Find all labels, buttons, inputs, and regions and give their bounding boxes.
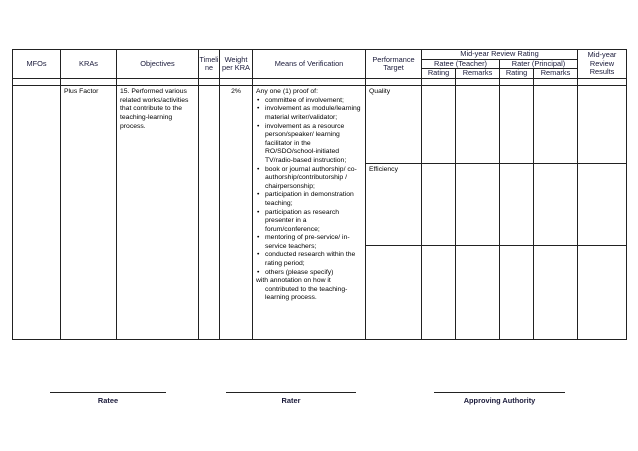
- header-means-of-verification: Means of Verification: [253, 50, 366, 79]
- ipcrf-table: [12, 49, 627, 340]
- mfo-cell: [13, 86, 61, 340]
- header-mfos: MFOs: [13, 50, 61, 79]
- rater-rating-cell: [500, 164, 534, 246]
- rater-rating-cell: [500, 86, 534, 164]
- header-weight: Weight per KRA: [220, 50, 253, 79]
- means-item: • book or journal authorship/ co-authorship/contributorship / chairpersonship;: [256, 166, 362, 192]
- performance-target-quality: Quality: [366, 86, 422, 164]
- header-objectives: Objectives: [117, 50, 199, 79]
- ratee-rating-cell: [422, 164, 456, 246]
- header-timeline: Timeline: [199, 50, 220, 79]
- means-outro-continued: contributed to the teaching-learning process.: [265, 285, 348, 302]
- means-item: • committee of involvement;: [256, 97, 362, 106]
- means-intro: Any one (1) proof of:: [256, 88, 318, 96]
- rater-remarks-cell: [534, 86, 578, 164]
- objective-cell: 15. Performed various related works/activities that contribute to the teaching-learning process.: [117, 86, 199, 340]
- header-rater-principal: Rater (Principal): [500, 59, 578, 69]
- means-list: [256, 97, 362, 277]
- header-rater-rating: Rating: [500, 69, 534, 79]
- rater-signature-line: [226, 392, 356, 393]
- header-ratee-teacher: Ratee (Teacher): [422, 59, 500, 69]
- midyear-results-cell: [578, 164, 627, 246]
- means-item: • participation as research presenter in a forum/conference;: [256, 209, 362, 235]
- means-outro: with annotation on how it: [256, 277, 331, 285]
- ratee-rating-cell: [422, 86, 456, 164]
- ratee-remarks-cell: [456, 86, 500, 164]
- weight-cell: 2%: [220, 86, 253, 340]
- approving-authority-signature-line: [434, 392, 565, 393]
- ratee-label: Ratee: [97, 396, 119, 405]
- header-performance-target: Performance Target: [366, 50, 422, 79]
- rater-remarks-cell: [534, 246, 578, 340]
- means-item: • involvement as module/learning material writer/validator;: [256, 105, 362, 122]
- means-item: • conducted research within the rating period;: [256, 251, 362, 268]
- midyear-results-cell: [578, 86, 627, 164]
- midyear-results-cell: [578, 246, 627, 340]
- ratee-rating-cell: [422, 246, 456, 340]
- means-item: • participation in demonstration teaching;: [256, 191, 362, 208]
- rater-remarks-cell: [534, 164, 578, 246]
- header-midyear-review-rating: Mid-year Review Rating: [422, 50, 578, 60]
- timeline-cell: [199, 86, 220, 340]
- header-rater-remarks: Remarks: [534, 69, 578, 79]
- header-midyear-review-results: Mid-year Review Results: [578, 50, 627, 79]
- means-item: • mentoring of pre-service/ in-service teachers;: [256, 234, 362, 251]
- header-ratee-remarks: Remarks: [456, 69, 500, 79]
- kra-cell: Plus Factor: [61, 86, 117, 340]
- performance-target-efficiency: Efficiency: [366, 164, 422, 246]
- means-item: • involvement as a resource person/speaker/ learning facilitator in the RO/SDO/school-initiated TV/radio-based instruction;: [256, 123, 362, 166]
- ratee-remarks-cell: [456, 164, 500, 246]
- rater-rating-cell: [500, 246, 534, 340]
- means-item: • others (please specify): [256, 269, 362, 278]
- means-of-verification-cell: [253, 86, 366, 340]
- ratee-remarks-cell: [456, 246, 500, 340]
- performance-target-timeliness: [366, 246, 422, 340]
- ratee-signature-line: [50, 392, 166, 393]
- spacer-row: [13, 79, 627, 86]
- approving-authority-label: Approving Authority: [463, 396, 536, 405]
- header-ratee-rating: Rating: [422, 69, 456, 79]
- header-kras: KRAs: [61, 50, 117, 79]
- rater-label: Rater: [281, 396, 301, 405]
